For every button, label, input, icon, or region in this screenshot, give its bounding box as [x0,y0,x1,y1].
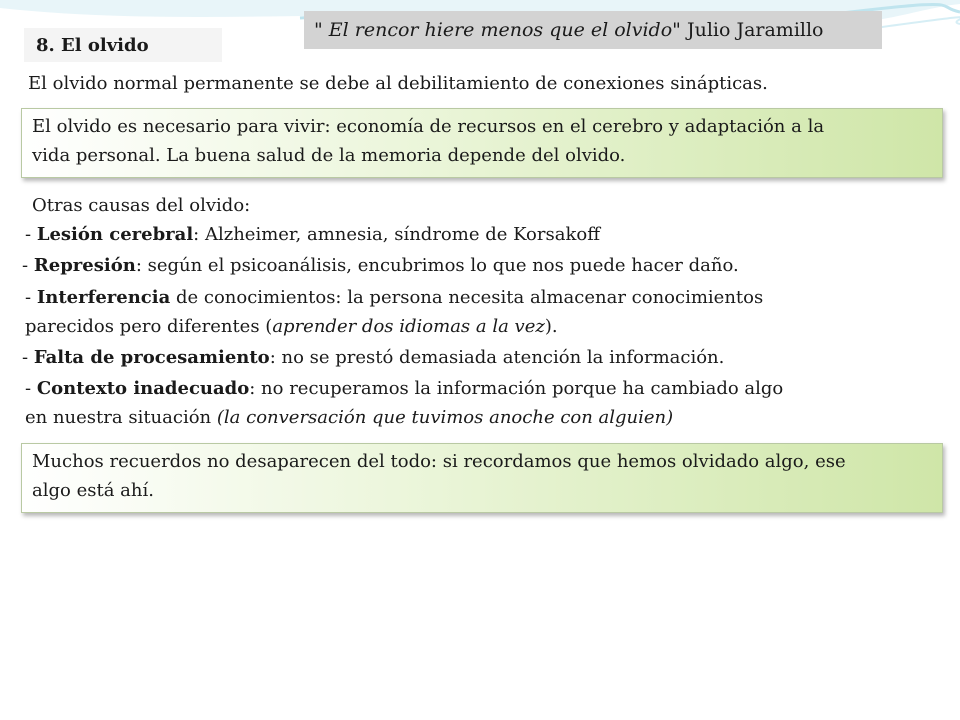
cause-dash: - [25,287,37,308]
cause-falta [22,343,724,372]
cause-example: (la conversación que tuvimos anoche con alguien) [216,407,674,428]
info-box-recall [21,443,943,513]
info-box-line: El olvido es necesario para vivir: economía de recursos en el cerebro y adaptación a la [32,116,825,137]
info-box-line: algo está ahí. [32,480,154,501]
cause-description: : no recuperamos la información porque ha cambiado algo [249,378,784,399]
info-box-necessity [21,108,943,178]
lead-statement: El olvido normal permanente se debe al debilitamiento de conexiones sinápticas. [20,68,936,100]
cause-description: : según el psicoanálisis, encubrimos lo que nos puede hacer daño. [135,255,739,276]
cause-description: : Alzheimer, amnesia, síndrome de Korsakoff [193,224,600,245]
causes-heading: Otras causas del olvido: [32,195,251,216]
quote-author: Julio Jaramillo [680,19,824,41]
cause-interferencia-cont [25,312,558,341]
cause-description: parecidos pero diferentes ( [25,316,273,337]
info-box-line: vida personal. La buena salud de la memoria depende del olvido. [32,145,626,166]
quote-close: " [672,19,681,41]
cause-term: Contexto inadecuado [36,378,250,399]
cause-description: ). [544,316,558,337]
cause-term: Lesión cerebral [36,224,194,245]
cause-contexto [25,374,783,403]
cause-example: aprender dos idiomas a la vez [272,316,545,337]
quote-text: El rencor hiere menos que el olvido [322,19,673,41]
cause-description: en nuestra situación [25,407,217,428]
quote-banner [304,11,882,49]
cause-dash: - [25,224,37,245]
info-box-line: Muchos recuerdos no desaparecen del todo: si recordamos que hemos olvidado algo, ese [32,451,846,472]
cause-interferencia [25,283,763,312]
cause-term: Represión [33,255,136,276]
quote-open: " [314,19,323,41]
cause-description: de conocimientos: la persona necesita almacenar conocimientos [170,287,764,308]
cause-dash: - [22,347,34,368]
cause-lesion [25,220,600,249]
cause-term: Interferencia [36,287,171,308]
cause-represion [22,251,739,280]
cause-dash: - [25,378,37,399]
cause-dash: - [22,255,34,276]
cause-contexto-cont [25,403,673,432]
cause-description: : no se prestó demasiada atención la información. [269,347,725,368]
cause-term: Falta de procesamiento [33,347,270,368]
page-title: 8. El olvido [24,28,222,62]
